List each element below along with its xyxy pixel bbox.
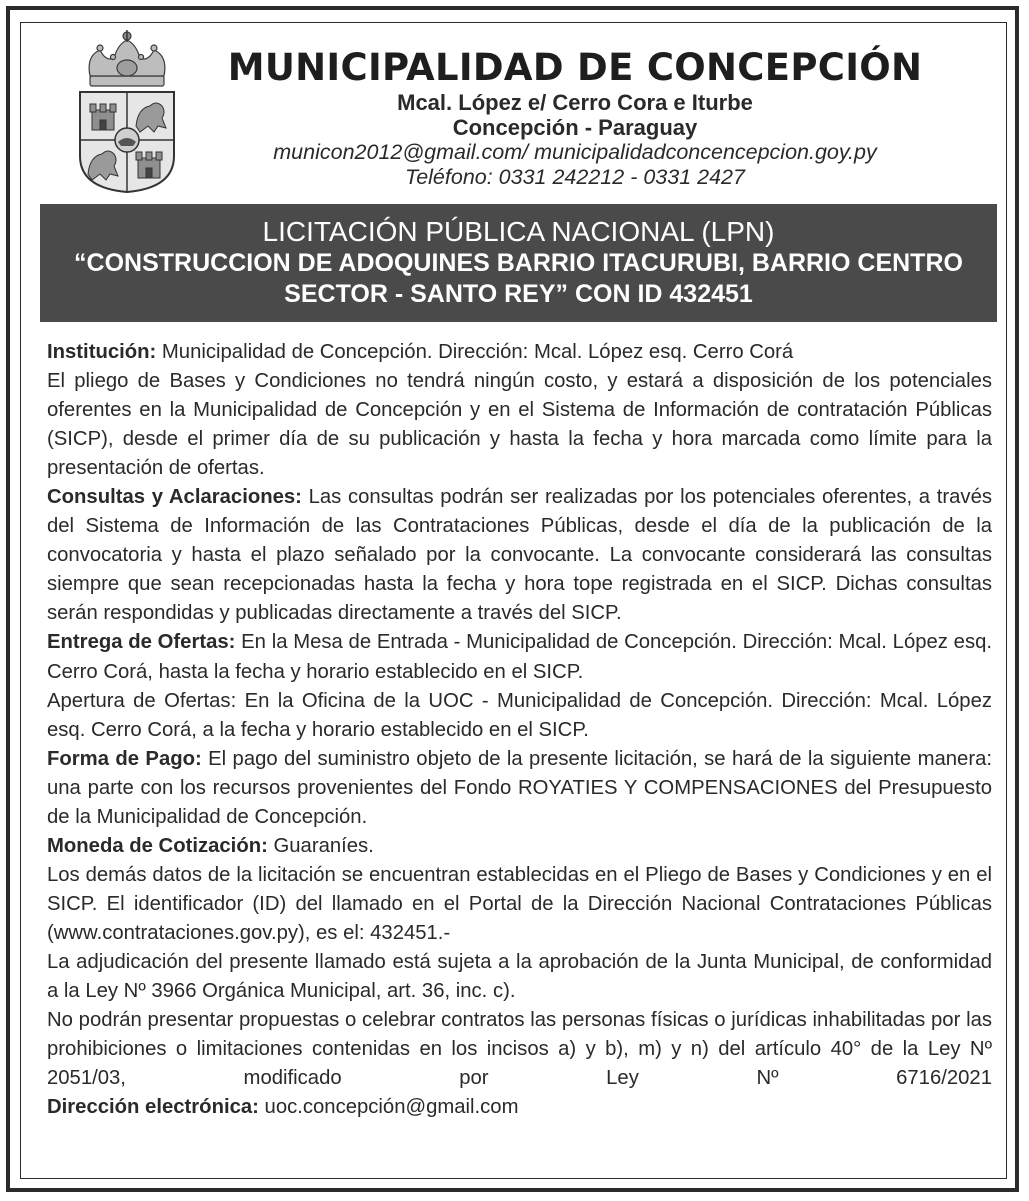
adjudicacion-paragraph: La adjudicación del presente llamado está sujeta a la aprobación de la Junta Municipal, de conformidad a la Ley Nº 3966 Orgánica Municipal, art. 36, inc. c).	[47, 950, 992, 1003]
address-line: Mcal. López e/ Cerro Cora e Iturbe	[397, 90, 753, 115]
moneda-label: Moneda de Cotización:	[47, 834, 268, 857]
letterhead	[190, 46, 960, 190]
city-line: Concepción - Paraguay	[452, 115, 698, 140]
institucion-label: Institución:	[47, 341, 157, 363]
direccion-email: uoc.concepción@gmail.com	[258, 1096, 519, 1119]
tender-type: LICITACIÓN PÚBLICA NACIONAL (LPN)	[262, 216, 775, 247]
pago-label: Forma de Pago:	[47, 747, 202, 770]
entrega-paragraph	[47, 628, 992, 686]
institucion-paragraph	[47, 338, 992, 367]
notice-body	[47, 338, 992, 1122]
apertura-paragraph: Apertura de Ofertas: En la Oficina de la UOC - Municipalidad de Concepción. Dirección: Mcal. López esq. Cerro Corá, a la fecha y horario establecido en el SICP.	[47, 689, 992, 741]
tender-subject: “CONSTRUCCION DE ADOQUINES BARRIO ITACURUBI, BARRIO CENTRO SECTOR - SANTO REY” CON ID 432451	[74, 249, 963, 308]
institucion-text: Municipalidad de Concepción. Dirección: Mcal. López esq. Cerro Corá	[156, 341, 794, 363]
contact-line: municon2012@gmail.com/ municipalidadconcencepcion.goy.py	[273, 140, 877, 164]
moneda-paragraph	[47, 832, 992, 861]
moneda-text: Guaraníes.	[267, 834, 374, 857]
entrega-label: Entrega de Ofertas:	[47, 631, 236, 654]
consultas-paragraph	[47, 483, 992, 628]
consultas-text: Las consultas podrán ser realizadas por los potenciales oferentes, a través del Sistema de Información de las Contrataciones Públicas, desde el día de la publicación de la convocatoria y hasta el plazo señalado por la convocante. La convocante considerará las consultas siempre que sean recepcionadas hasta la fecha y hora tope registrada en el SICP. Dichas consultas serán respondidas y publicadas directamente a través del SICP.	[47, 486, 992, 625]
pliego-paragraph: El pliego de Bases y Condiciones no tendrá ningún costo, y estará a disposición de los potenciales oferentes en la Municipalidad de Concepción y en el Sistema de Información de contratación Públicas (SICP), desde el primer día de su publicación y hasta la fecha y hora marcada como límite para la presentación de ofertas.	[47, 370, 992, 480]
pago-text: El pago del suministro objeto de la presente licitación, se hará de la siguiente manera: una parte con los recursos provenientes del Fondo ROYATIES Y COMPENSACIONES del Presupuesto de la Municipalidad de Concepción.	[47, 747, 992, 828]
datos-paragraph: Los demás datos de la licitación se encuentran establecidas en el Pliego de Bases y Condiciones y en el SICP. El identificador (ID) del llamado en el Portal de la Dirección Nacional Contrataciones Públicas (www.contrataciones.gov.py), es el: 432451.-	[47, 863, 992, 944]
phone-line: Teléfono: 0331 242212 - 0331 2427	[405, 165, 745, 189]
tender-banner	[40, 204, 997, 322]
direccion-paragraph	[47, 1093, 992, 1122]
consultas-label: Consultas y Aclaraciones:	[47, 486, 302, 509]
entrega-text: En la Mesa de Entrada - Municipalidad de Concepción. Dirección: Mcal. López esq. Cerro Corá, hasta la fecha y horario establecido en el SICP.	[47, 631, 992, 683]
page-title: MUNICIPALIDAD DE CONCEPCIÓN	[227, 46, 923, 89]
municipal-coat-of-arms-icon	[76, 28, 178, 194]
prohibiciones-paragraph: No podrán presentar propuestas o celebrar contratos las personas físicas o jurídicas inhabilitadas por las prohibiciones o limitaciones contenidas en los incisos a) y b), m) y n) del artículo 40° de la Ley Nº 2051/03, modificado por Ley Nº 6716/2021	[47, 1009, 992, 1090]
direccion-label: Dirección electrónica:	[47, 1096, 259, 1119]
pago-paragraph	[47, 745, 992, 832]
